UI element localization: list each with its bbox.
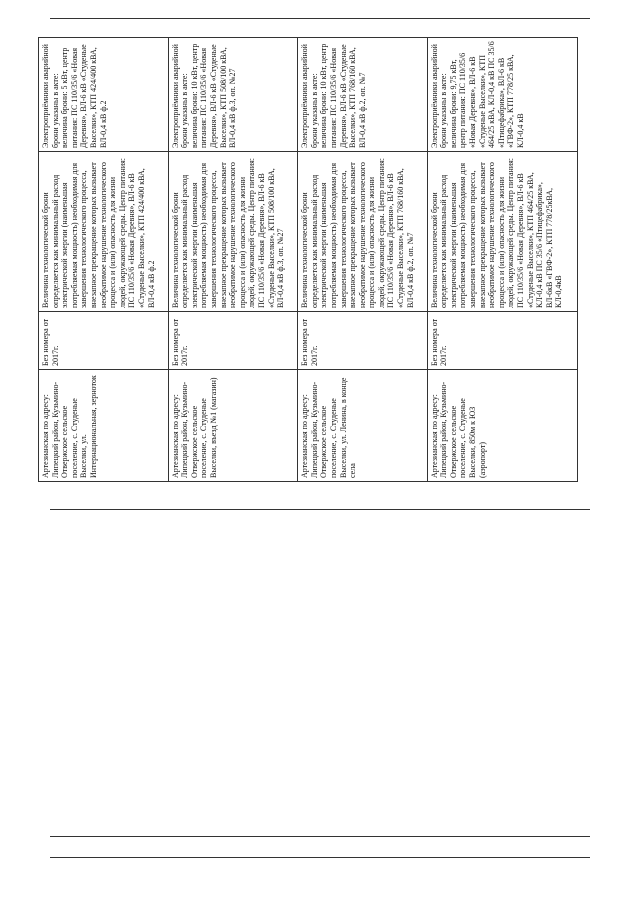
technological-reserve-cell: Величина технологической брони определяется как минимальный расход электрической энергии (наименьшая потребляемая мощность) необходимая для завершения технологического процесса, внезапное прекращение которых вызывает необратимое нарушение технологического процесса и (или) опасность для жизни людей, окружающей среды. Центр питания: ПС 110/35/6 «Новая Деревня», ВЛ-6 кВ «Студеные Выселки», КТП 464/25 кВА, КЛ-0,4 кВ ПС 35/6 «Птицефабрика», ВЛ-6кВ «ГВФ-2», КТП 778/25кВА, КЛ-0,4кВ bbox=[427, 152, 577, 312]
address-cell: Артезианская по адресу: Липецкий район, Кузьмино-Отвержское сельское поселение, с. Студеные Выселки, 850м к ЮЗ (аэропорт) bbox=[427, 370, 577, 482]
table-row bbox=[427, 38, 577, 482]
emergency-reserve-cell: Электроприёмники аварийной брони указаны в акте: величина брони: 10 кВт, центр питания: ПС 110/35/6 «Новая Деревня», ВЛ-6 кВ «Студеные Выселки», КТП 508/100 кВА, ВЛ-0,4 кВ ф.3, оп. №27 bbox=[168, 38, 298, 152]
emergency-reserve-cell: Электроприёмники аварийной брони указаны в акте: величина брони: 9,75 кВт, центр питания: ПС 110/35/6 «Новая Деревня», ВЛ-6 кВ «Студеные Выселки», КТП 464/25 кВА, КЛ-0,4 кВ ПС 35/6 «Птицефабрика», ВЛ-6 кВ «ГВФ-2», КТП 778/25 кВА, КЛ-0,4 кВ bbox=[427, 38, 577, 152]
act-number-cell: Без номера от 2017г. bbox=[168, 312, 298, 370]
address-cell: Артезианская по адресу: Липецкий район, Кузьмино-Отвержское сельское поселение, с. Студеные Выселки, ул. Интернациональная, зерноток bbox=[39, 370, 169, 482]
table-row bbox=[39, 38, 169, 482]
emergency-reserve-cell: Электроприёмники аварийной брони указаны в акте: величина брони: 10 кВт, центр питания: ПС 110/35/6 «Новая Деревня», ВЛ-6 кВ «Студеные Выселки», КТП 768/160 кВА, ВЛ-0,4 кВ ф.2, оп. №7 bbox=[298, 38, 428, 152]
technological-reserve-cell: Величина технологической брони определяется как минимальный расход электрической энергии (наименьшая потребляемая мощность) необходимая для завершения технологического процесса, внезапное прекращение которых вызывает необратимое нарушение технологического процесса и (или) опасность для жизни людей, окружающей среды. Центр питания: ПС 110/35/6 «Новая Деревня», ВЛ-6 кВ «Студеные Выселки», КТП 424/400 кВА, ВЛ-0,4 кВ ф.2 bbox=[39, 152, 169, 312]
separator-line bbox=[50, 509, 590, 510]
separator-line bbox=[50, 836, 590, 837]
table-row bbox=[168, 38, 298, 482]
address-cell: Артезианская по адресу: Липецкий район, Кузьмино-Отвержское сельское поселение, с. Студеные Выселки, въезд №1 (магазин) bbox=[168, 370, 298, 482]
rotated-table-container bbox=[38, 38, 578, 482]
technological-reserve-cell: Величина технологической брони определяется как минимальный расход электрической энергии (наименьшая потребляемая мощность) необходимая для завершения технологического процесса, внезапное прекращение которых вызывает необратимое нарушение технологического процесса и (или) опасность для жизни людей, окружающей среды. Центр питания: ПС 110/35/6 «Новая Деревня», ВЛ-6 кВ «Студеные Выселки», КТП 508/100 кВА, ВЛ-0,4 кВ ф.3, оп. №27 bbox=[168, 152, 298, 312]
top-rule bbox=[50, 18, 590, 19]
emergency-reserve-cell: Электроприёмники аварийной брони указаны в акте: величина брони: 5 кВт, центр питания: ПС 110/35/6 «Новая Деревня», ВЛ-6 кВ «Студеные Выселки», КТП 424/400 кВА, ВЛ-0,4 кВ ф.2 bbox=[39, 38, 169, 152]
table-row bbox=[298, 38, 428, 482]
act-number-cell: Без номера от 2017г. bbox=[39, 312, 169, 370]
reservation-table bbox=[38, 37, 578, 482]
separator-line bbox=[50, 857, 590, 858]
act-number-cell: Без номера от 2017г. bbox=[298, 312, 428, 370]
technological-reserve-cell: Величина технологической брони определяется как минимальный расход электрической энергии (наименьшая потребляемая мощность) необходимая для завершения технологического процесса, внезапное прекращение которых вызывает необратимое нарушение технологического процесса и (или) опасность для жизни людей, окружающей среды. Центр питания: ПС 110/35/6 «Новая Деревня», ВЛ-6 кВ «Студеные Выселки», КТП 768/160 кВА, ВЛ-0,4 кВ ф.2, оп. №7 bbox=[298, 152, 428, 312]
act-number-cell: Без номера от 2017г. bbox=[427, 312, 577, 370]
address-cell: Артезианская по адресу: Липецкий район, Кузьмино-Отвержское сельское поселение, с. Студеные Выселки, ул. Ленина, в конце села bbox=[298, 370, 428, 482]
